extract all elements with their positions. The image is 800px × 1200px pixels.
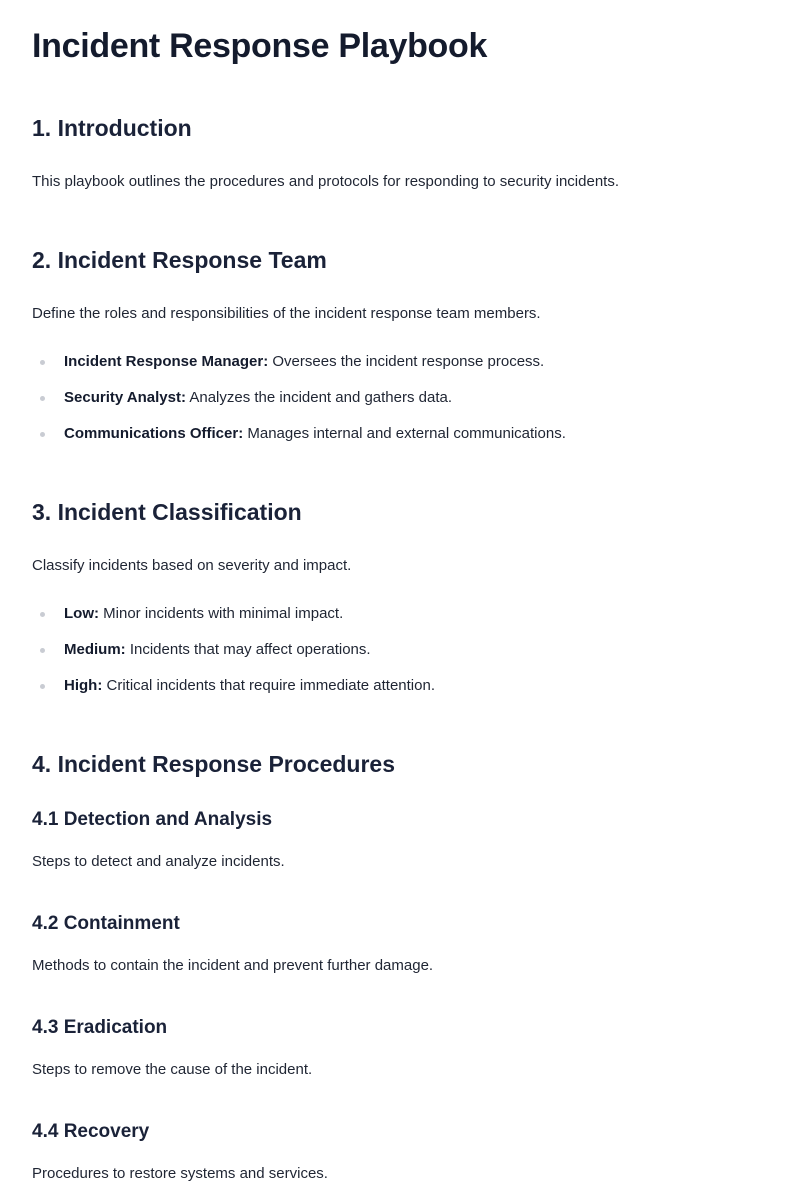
list-item-desc: Minor incidents with minimal impact. <box>103 605 344 622</box>
bullet-icon <box>40 396 45 401</box>
list-item <box>32 423 752 459</box>
list-item-term: Low: <box>64 605 99 622</box>
subsection-text-recovery: Procedures to restore systems and services. <box>32 1165 328 1182</box>
list-item-desc: Oversees the incident response process. <box>272 353 545 370</box>
list-item-term: High: <box>64 677 103 694</box>
severity-list <box>32 603 752 711</box>
list-item-term: Medium: <box>64 641 126 658</box>
bullet-icon <box>40 432 45 437</box>
subsection-heading-containment: 4.2 Containment <box>32 913 180 934</box>
section-heading-classification: 3. Incident Classification <box>32 499 302 525</box>
list-item-term: Communications Officer: <box>64 425 244 442</box>
list-item <box>32 675 752 711</box>
subsection-text-eradication: Steps to remove the cause of the incident. <box>32 1061 313 1078</box>
list-item <box>32 387 752 423</box>
bullet-icon <box>40 360 45 365</box>
page-title: Incident Response Playbook <box>32 27 488 65</box>
list-item <box>32 603 752 639</box>
list-item-desc: Incidents that may affect operations. <box>129 641 371 658</box>
section-text-classification: Classify incidents based on severity and impact. <box>32 557 352 574</box>
list-item <box>32 351 752 387</box>
bullet-icon <box>40 684 45 689</box>
list-item <box>32 639 752 675</box>
subsection-heading-recovery: 4.4 Recovery <box>32 1121 150 1142</box>
section-heading-team: 2. Incident Response Team <box>32 247 327 273</box>
bullet-icon <box>40 648 45 653</box>
section-text-team: Define the roles and responsibilities of the incident response team members. <box>32 305 541 322</box>
subsection-text-containment: Methods to contain the incident and prevent further damage. <box>32 957 434 974</box>
list-item-desc: Manages internal and external communications. <box>247 425 566 442</box>
list-item-desc: Critical incidents that require immediate attention. <box>106 677 435 694</box>
section-heading-introduction: 1. Introduction <box>32 115 192 141</box>
subsection-text-detection: Steps to detect and analyze incidents. <box>32 853 285 870</box>
list-item-desc: Analyzes the incident and gathers data. <box>189 389 453 406</box>
section-text-introduction: This playbook outlines the procedures and protocols for responding to security incidents. <box>32 173 619 190</box>
team-roles-list <box>32 351 752 459</box>
subsection-heading-eradication: 4.3 Eradication <box>32 1017 168 1038</box>
list-item-term: Incident Response Manager: <box>64 353 269 370</box>
bullet-icon <box>40 612 45 617</box>
list-item-term: Security Analyst: <box>64 389 186 406</box>
subsection-heading-detection: 4.1 Detection and Analysis <box>32 809 273 830</box>
section-heading-procedures: 4. Incident Response Procedures <box>32 751 396 777</box>
